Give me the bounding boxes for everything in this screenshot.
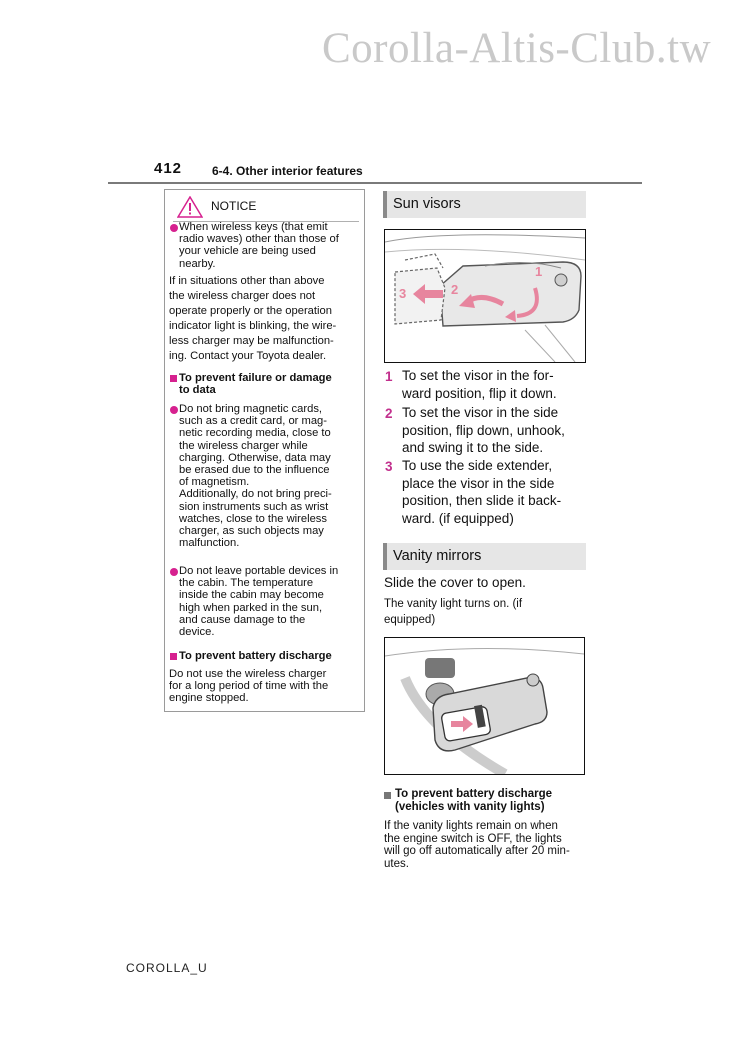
callout-1: 1 <box>535 264 543 279</box>
step-3-text: To use the side extender, place the visor in the side position, then slide it back- ward. (if equipped) <box>402 458 562 526</box>
vanity-mirrors-heading: Vanity mirrors <box>383 543 586 570</box>
vanity-instruction: Slide the cover to open. <box>384 575 526 590</box>
heading-square <box>384 792 391 799</box>
callout-3: 3 <box>399 286 407 301</box>
callout-2: 2 <box>451 282 459 297</box>
header-rule <box>108 182 642 184</box>
page-number: 412 <box>154 160 183 177</box>
vanity-light-note: The vanity light turns on. (if equipped) <box>384 598 523 626</box>
sun-visors-heading: Sun visors <box>383 191 586 218</box>
step-2-text: To set the visor in the side position, flip down, unhook, and swing it to the side. <box>402 405 565 455</box>
notice-paragraph-malfunction: If in situations other than above the wireless charger does not operate properly or the operation indicator light is blinking, the wire- less charger may be malfunction- ing. Contact your Toyota dealer. <box>169 275 337 362</box>
step-1-number: 1 <box>385 369 393 384</box>
footer-model-code: COROLLA_U <box>126 961 208 975</box>
vanity-mirror-illustration <box>384 637 585 775</box>
notice-heading-battery: To prevent battery discharge <box>179 650 332 662</box>
step-2-number: 2 <box>385 406 393 421</box>
warning-triangle-icon <box>177 196 203 218</box>
notice-paragraph-battery: Do not use the wireless charger for a long period of time with the engine stopped. <box>169 668 329 705</box>
notice-bullet-wireless-keys: When wireless keys (that emit radio waves) other than those of your vehicle are being used nearby. <box>179 221 339 270</box>
sun-visor-illustration <box>384 229 586 363</box>
vanity-battery-text: If the vanity lights remain on when the engine switch is OFF, the lights will go off automatically after 20 min- utes. <box>384 820 570 870</box>
step-1-text: To set the visor in the for- ward position, flip it down. <box>402 368 557 401</box>
vanity-battery-heading: To prevent battery discharge (vehicles with vanity lights) <box>395 788 552 813</box>
watermark: Corolla-Altis-Club.tw <box>322 25 712 72</box>
notice-bullet-portable-devices: Do not leave portable devices in the cabin. The temperature inside the cabin may become high when parked in the sun, and cause damage to the device. <box>179 565 339 639</box>
heading-square <box>170 653 177 660</box>
notice-label: NOTICE <box>211 199 257 213</box>
notice-header <box>173 194 359 222</box>
vanity-mirror-drawing <box>385 638 584 774</box>
section-title: 6-4. Other interior features <box>212 164 363 178</box>
bullet-dot <box>170 568 178 576</box>
bullet-dot <box>170 224 178 232</box>
bullet-dot <box>170 406 178 414</box>
notice-heading-data: To prevent failure or damage to data <box>179 372 332 397</box>
step-3-number: 3 <box>385 459 393 474</box>
notice-bullet-magnetic-cards: Do not bring magnetic cards, such as a credit card, or mag- netic recording media, close to the wireless charger while charging. Otherwise, data may be erased due to the influence of magnetism. Additionally, do not bring preci- sion instruments such as wrist watches, close to the wireless charger, as such objects may malfunction. <box>179 403 332 550</box>
heading-square <box>170 375 177 382</box>
sun-visor-drawing <box>385 230 585 362</box>
notice-box <box>164 189 365 712</box>
